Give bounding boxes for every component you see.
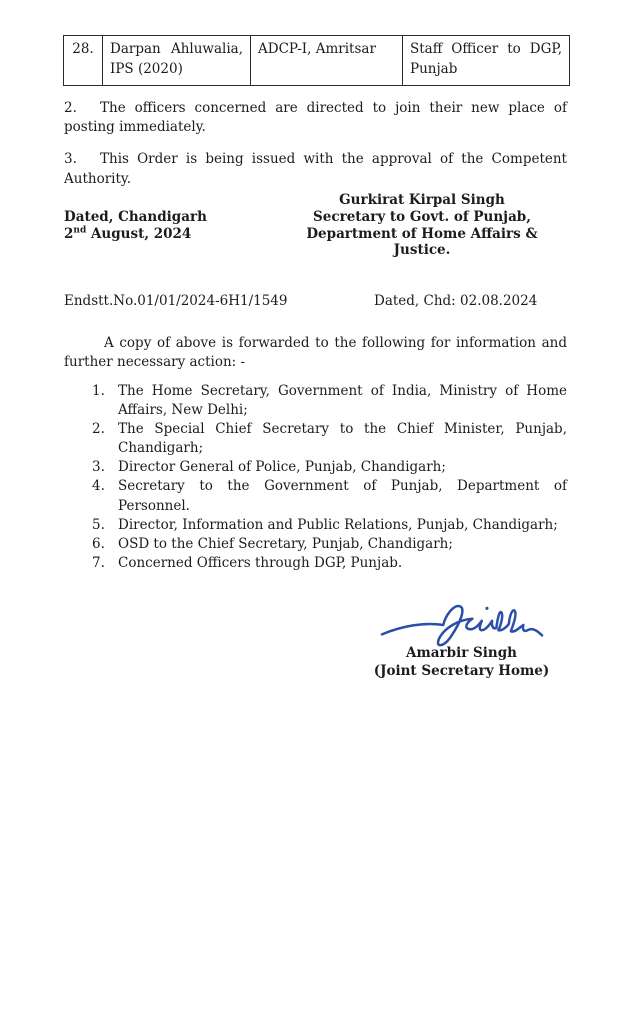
dateline-rest: August, 2024 [86,225,192,242]
paragraph-3 [64,150,567,188]
signatory-department: Department of Home Affairs & Justice. [306,225,538,259]
cc-item-2-number: 2. [92,420,105,437]
cc-item-3-number: 3. [92,459,105,476]
cc-item-5 [92,516,567,535]
endorsement-date: Dated, Chd: 02.08.2024 [374,293,538,310]
cell-new-posting: Staff Officer to DGP, Punjab [403,36,570,86]
handwritten-signature-icon [376,599,548,651]
signer-name: Amarbir Singh [406,645,517,662]
cc-item-4 [92,477,567,515]
dateline-day-suffix: nd [73,225,87,236]
forward-paragraph: A copy of above is forwarded to the following for information and further necessary action: - [64,335,567,371]
cc-item-6 [92,535,567,554]
dateline-day: 2 [64,225,74,242]
cc-item-1 [92,382,567,420]
posting-table [63,35,570,86]
cc-item-4-number: 4. [92,478,105,495]
signatory-name: Gurkirat Kirpal Singh [339,191,505,208]
signer-title: (Joint Secretary Home) [373,662,550,679]
cell-serial-number: 28. [64,36,103,86]
cell-officer-name: Darpan Ahluwalia, IPS (2020) [103,36,251,86]
cc-item-2-text: The Special Chief Secretary to the Chief Minister, Punjab, Chandigarh; [118,420,567,457]
cc-item-5-text: Director, Information and Public Relations, Punjab, Chandigarh; [118,516,558,533]
cc-item-3-text: Director General of Police, Punjab, Chandigarh; [118,459,446,476]
signatory-block [277,192,567,260]
table-row [64,36,570,86]
cc-item-7 [92,554,567,573]
paragraph-2 [64,99,567,137]
cc-item-1-text: The Home Secretary, Government of India, Ministry of Home Affairs, New Delhi; [118,382,567,418]
cc-item-6-number: 6. [92,535,105,552]
cc-item-6-text: OSD to the Chief Secretary, Punjab, Chandigarh; [118,535,453,552]
dateline-date [64,226,269,243]
cc-item-5-number: 5. [92,516,105,533]
paragraph-3-number: 3. [64,151,77,168]
cc-item-1-number: 1. [92,382,105,399]
signatory-section [64,192,567,260]
dateline-place: Dated, Chandigarh [64,208,207,225]
signatory-title: Secretary to Govt. of Punjab, [313,208,531,225]
paragraph-3-text: This Order is being issued with the approval of the Competent Authority. [64,151,567,187]
dateline-block [64,209,269,260]
hand-signature-block [369,599,554,680]
cc-item-3 [92,458,567,477]
cc-item-7-number: 7. [92,554,105,571]
paragraph-2-number: 2. [64,100,77,117]
cc-item-2 [92,420,567,458]
cc-list [64,382,567,574]
paragraph-2-text: The officers concerned are directed to join their new place of posting immediately. [64,100,567,136]
endorsement-number: Endstt.No.01/01/2024-6H1/1549 [64,293,288,310]
endorsement-line [64,292,567,312]
cc-item-4-text: Secretary to the Government of Punjab, Department of Personnel. [118,478,567,514]
cell-current-posting: ADCP-I, Amritsar [251,36,403,86]
cc-item-7-text: Concerned Officers through DGP, Punjab. [118,554,403,571]
